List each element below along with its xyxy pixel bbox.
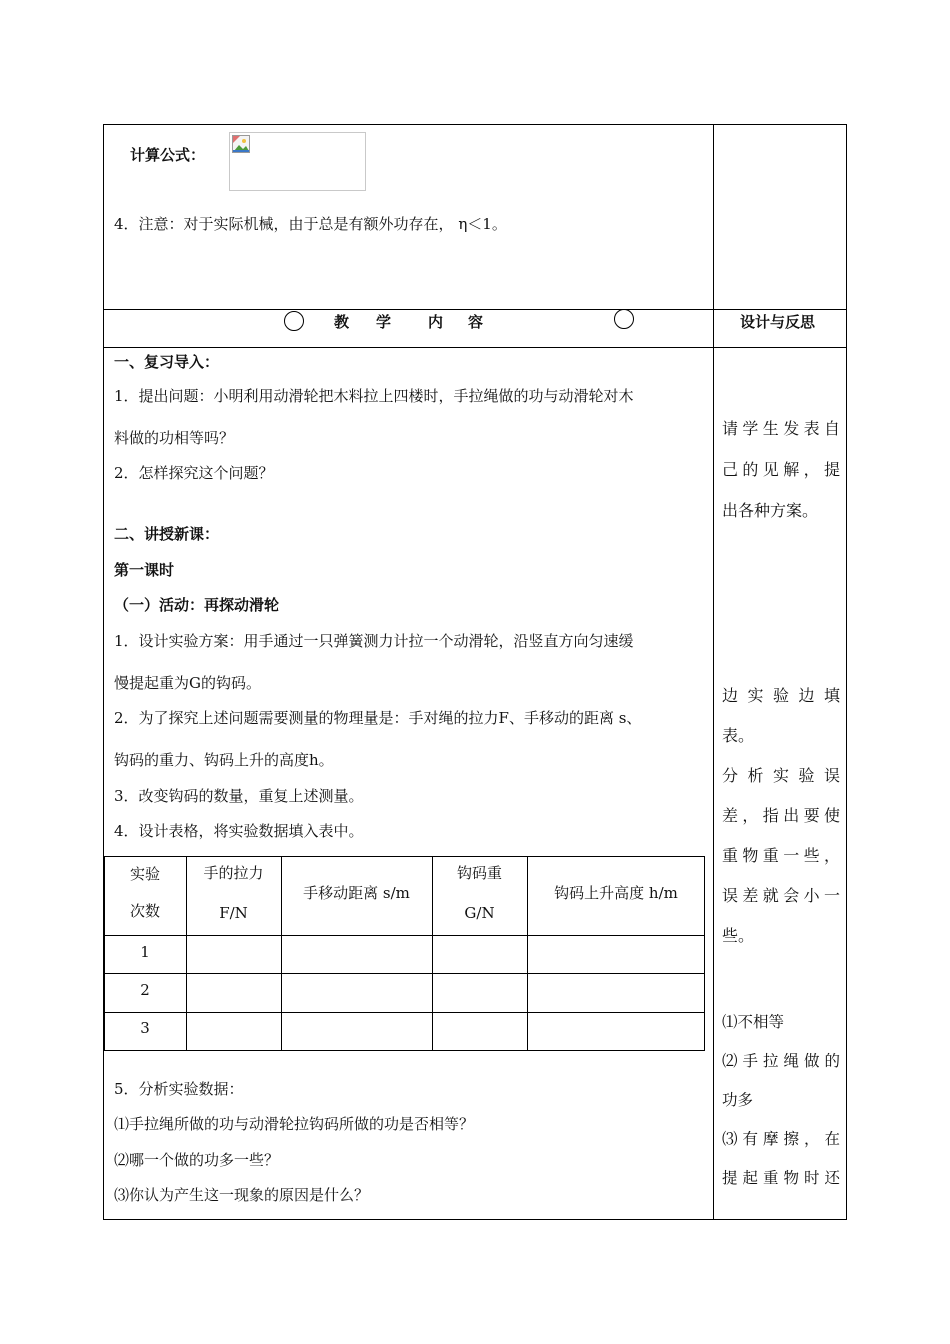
table-row-number: 1 bbox=[140, 943, 150, 961]
header-char-2: 学 bbox=[376, 313, 392, 331]
step-5: 5．分析实验数据： bbox=[114, 1080, 244, 1098]
side-note-3 bbox=[722, 1003, 840, 1198]
side-note-line: 边实验边填 bbox=[722, 686, 840, 705]
table-header-trial-line2: 次数 bbox=[129, 902, 160, 920]
table-header-weight-line1: 钩码重 bbox=[456, 864, 502, 882]
column-divider bbox=[713, 124, 714, 1220]
step-1-line1: 1．设计实验方案：用手通过一只弹簧测力计拉一个动滑轮，沿竖直方向匀速缓 bbox=[114, 632, 634, 650]
side-note-line: ⑵手拉绳做的 bbox=[722, 1052, 840, 1070]
table-row-number: 2 bbox=[140, 981, 150, 999]
header-side: 设计与反思 bbox=[740, 313, 816, 331]
side-note-line: 误差就会小一 bbox=[722, 886, 840, 905]
table-row-line bbox=[104, 935, 705, 936]
side-note-2 bbox=[722, 676, 840, 956]
step-2-line1: 2．为了探究上述问题需要测量的物理量是：手对绳的拉力F、手移动的距离 s、 bbox=[114, 709, 642, 727]
header-char-1: 教 bbox=[334, 313, 350, 331]
side-note-line: 些。 bbox=[722, 926, 755, 945]
side-note-line: 提起重物时还 bbox=[722, 1169, 840, 1187]
question-1-line2: 料做的功相等吗？ bbox=[114, 429, 235, 447]
step-2-line2: 钩码的重力、钩码上升的高度h。 bbox=[114, 751, 334, 769]
section2-title: 二、讲授新课： bbox=[114, 525, 220, 543]
row-divider bbox=[103, 309, 847, 310]
analysis-q2: ⑵哪一个做的功多一些？ bbox=[114, 1151, 280, 1169]
table-header-weight-line2: G/N bbox=[464, 904, 495, 922]
lesson-title: 第一课时 bbox=[114, 561, 175, 579]
step-1-line2: 慢提起重为G的钩码。 bbox=[114, 674, 261, 692]
table-row-line bbox=[104, 973, 705, 974]
table-col-line bbox=[432, 856, 433, 1051]
formula-image bbox=[229, 132, 366, 191]
side-note-line: 重物重一些， bbox=[722, 846, 840, 865]
activity-title: （一）活动：再探动滑轮 bbox=[114, 596, 280, 614]
table-header-force-line2: F/N bbox=[219, 904, 248, 922]
step-3: 3．改变钩码的数量，重复上述测量。 bbox=[114, 787, 364, 805]
table-header-force-line1: 手的拉力 bbox=[203, 864, 264, 882]
header-char-3: 内 bbox=[428, 313, 444, 331]
question-1-line1: 1．提出问题：小明利用动滑轮把木料拉上四楼时，手拉绳做的功与动滑轮对木 bbox=[114, 387, 634, 405]
circle-mark-right bbox=[614, 309, 634, 329]
row-divider bbox=[103, 347, 847, 348]
table-header-distance: 手移动距离 s/m bbox=[303, 884, 410, 902]
broken-image-icon bbox=[232, 135, 250, 153]
side-note-line: 己的见解，提 bbox=[722, 460, 840, 479]
analysis-q3: ⑶你认为产生这一现象的原因是什么？ bbox=[114, 1186, 370, 1204]
step-4: 4．设计表格，将实验数据填入表中。 bbox=[114, 822, 364, 840]
side-note-line: 分析实验误 bbox=[722, 766, 840, 785]
side-note-1 bbox=[722, 408, 840, 531]
header-char-4: 容 bbox=[468, 313, 484, 331]
table-row-line bbox=[104, 1012, 705, 1013]
circle-mark-left bbox=[284, 311, 304, 331]
note-4: 4．注意：对于实际机械，由于总是有额外功存在， η＜1。 bbox=[114, 215, 507, 233]
side-note-line: ⑶有摩擦，在 bbox=[722, 1130, 840, 1148]
question-2: 2．怎样探究这个问题？ bbox=[114, 464, 274, 482]
side-note-line: 差，指出要使 bbox=[722, 806, 840, 825]
side-note-line: ⑴不相等 bbox=[722, 1013, 785, 1031]
analysis-q1: ⑴手拉绳所做的功与动滑轮拉钩码所做的功是否相等？ bbox=[114, 1115, 475, 1133]
formula-label: 计算公式： bbox=[130, 146, 206, 164]
table-header-trial-line1: 实验 bbox=[129, 865, 160, 883]
side-note-line: 出各种方案。 bbox=[722, 501, 819, 520]
table-col-line bbox=[186, 856, 187, 1051]
table-row-number: 3 bbox=[140, 1019, 150, 1037]
side-note-line: 请学生发表自 bbox=[722, 419, 840, 438]
side-note-line: 功多 bbox=[722, 1091, 754, 1109]
table-header-height: 钩码上升高度 h/m bbox=[554, 884, 678, 902]
section1-title: 一、复习导入： bbox=[114, 353, 220, 371]
side-note-line: 表。 bbox=[722, 726, 755, 745]
